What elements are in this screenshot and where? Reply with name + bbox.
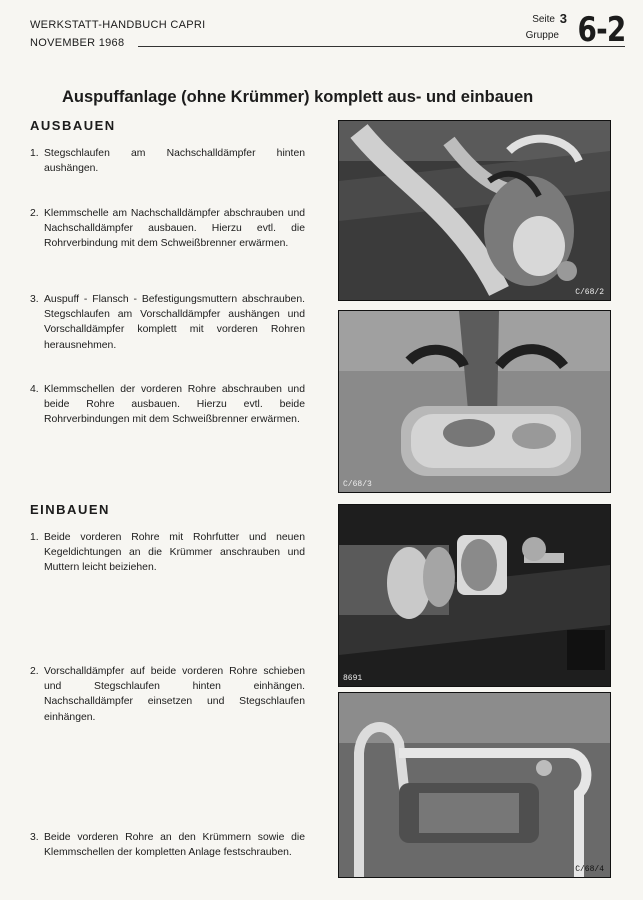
step-text: Beide vorderen Rohre an den Krümmern sowie die Klemmschellen der kompletten Anlage festschrauben. [44, 832, 305, 859]
manual-date: NOVEMBER 1968 [30, 37, 125, 49]
step-number: 1. [30, 148, 39, 159]
photo-complete-system [338, 692, 611, 878]
ausbauen-step-4 [30, 382, 305, 428]
page-title: Auspuffanlage (ohne Krümmer) komplett aus- und einbauen [62, 88, 534, 106]
step-number: 4. [30, 384, 39, 395]
step-number: 3. [30, 294, 39, 305]
photo-caption: 8691 [343, 674, 363, 683]
step-text: Vorschalldämpfer auf beide vorderen Rohre schieben und Stegschlaufen hinten einhängen. Nachschalldämpfer einsetzen und Stegschlaufen einhängen. [44, 666, 305, 723]
gruppe-number: 6-2 [577, 10, 625, 50]
einbauen-step-2 [30, 664, 305, 725]
photo-front-pipe-joint [338, 504, 611, 687]
photo-image [339, 693, 610, 877]
manual-title: WERKSTATT-HANDBUCH CAPRI [30, 19, 206, 31]
step-text: Stegschlaufen am Nachschalldämpfer hinten aushängen. [44, 148, 305, 175]
ausbauen-step-3 [30, 292, 305, 353]
ausbauen-step-1 [30, 146, 305, 176]
section-heading-ausbauen: AUSBAUEN [30, 118, 116, 133]
step-number: 2. [30, 666, 39, 677]
step-number: 1. [30, 532, 39, 543]
step-text: Klemmschellen der vorderen Rohre abschrauben und beide Rohre ausbauen. Hierzu evtl. beide Rohrverbindungen mit dem Schweißbrenner erwärmen. [44, 384, 305, 426]
einbauen-step-1 [30, 530, 305, 576]
step-number: 2. [30, 208, 39, 219]
ausbauen-step-2 [30, 206, 305, 252]
photo-pre-silencer [338, 310, 611, 493]
photo-caption: C/68/4 [575, 865, 604, 874]
photo-image [339, 121, 610, 300]
step-number: 3. [30, 832, 39, 843]
section-heading-einbauen: EINBAUEN [30, 502, 110, 517]
step-text: Auspuff - Flansch - Befestigungsmuttern abschrauben. Stegschlaufen am Vorschalldämpfer aushängen und Vorschalldämpfer komplett mit vorderen Rohren herausnehmen. [44, 294, 305, 351]
gruppe-label: Gruppe [525, 30, 559, 41]
step-text: Beide vorderen Rohre mit Rohrfutter und neuen Kegeldichtungen an die Krümmer anschrauben und Muttern leicht beiziehen. [44, 532, 305, 574]
step-text: Klemmschelle am Nachschalldämpfer abschrauben und Nachschalldämpfer ausbauen. Hierzu evtl. die Rohrverbindung mit dem Schweißbrenner erwärmen. [44, 208, 305, 250]
photo-image [339, 505, 610, 686]
page-reference [505, 8, 625, 48]
seite-label: Seite [532, 14, 555, 25]
photo-rear-silencer-hangers [338, 120, 611, 301]
einbauen-step-3 [30, 830, 305, 860]
photo-caption: C/68/2 [575, 288, 604, 297]
photo-image [339, 311, 610, 492]
photo-caption: C/68/3 [343, 480, 372, 489]
seite-number: 3 [559, 11, 567, 26]
